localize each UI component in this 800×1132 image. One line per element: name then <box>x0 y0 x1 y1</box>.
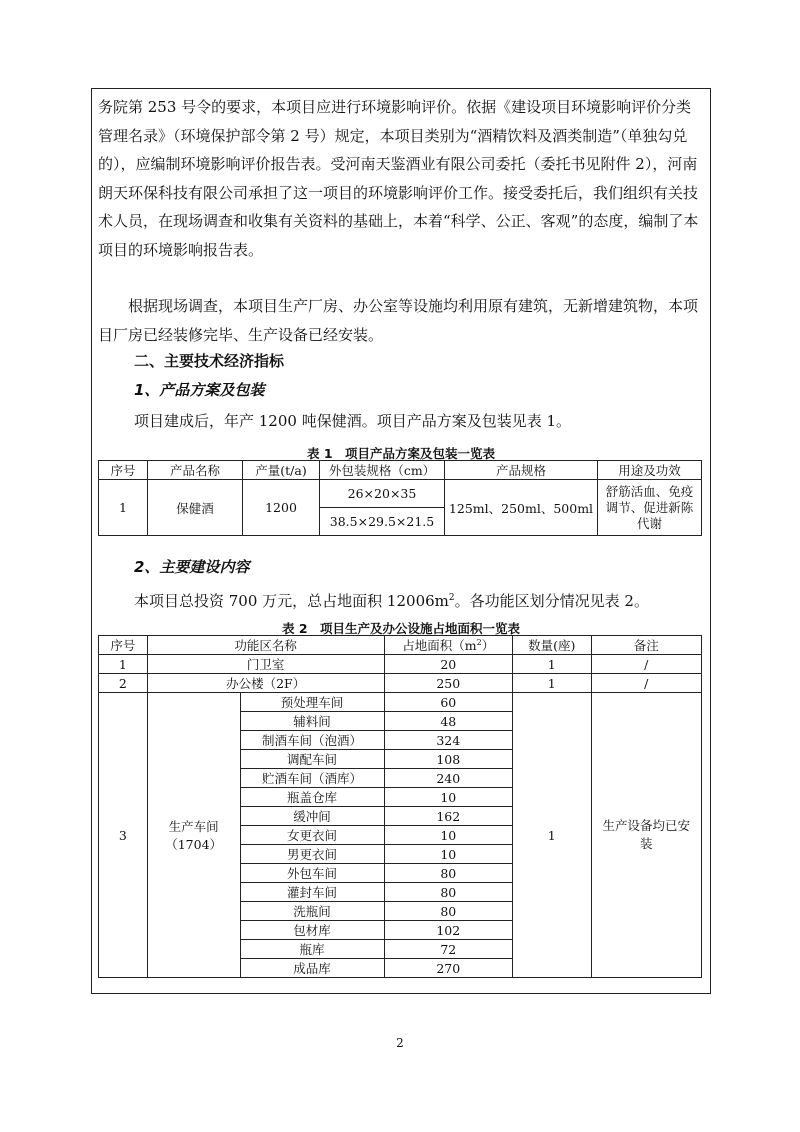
sub2-heading: 2、主要建设内容 <box>134 558 250 576</box>
cell-sub-name: 瓶盖仓库 <box>240 788 384 807</box>
table-header-row <box>99 461 702 480</box>
cell-count: 1 <box>512 674 591 693</box>
cell-sub-name: 调配车间 <box>240 750 384 769</box>
page-number: 2 <box>396 1036 404 1050</box>
cell-sub-name: 辅料间 <box>240 712 384 731</box>
cell-area: 60 <box>384 693 512 712</box>
cell-sub-name: 外包车间 <box>240 864 384 883</box>
cell-sub-name: 贮酒车间（酒库） <box>240 769 384 788</box>
cell-product-spec: 125ml、250ml、500ml <box>445 480 598 536</box>
cell-note: 生产设备均已安装 <box>591 693 701 978</box>
table-row <box>99 693 702 712</box>
col-header <box>384 636 512 655</box>
cell-area: 102 <box>384 921 512 940</box>
cell-sub-name: 洗瓶间 <box>240 902 384 921</box>
cell-area: 240 <box>384 769 512 788</box>
area-header-sup: 2 <box>476 637 482 647</box>
cell-area: 72 <box>384 940 512 959</box>
cell-area: 324 <box>384 731 512 750</box>
table-header-row <box>99 636 702 655</box>
cell-no: 1 <box>99 655 148 674</box>
cell-area: 10 <box>384 826 512 845</box>
table-row <box>99 674 702 693</box>
col-header: 用途及功效 <box>598 461 702 480</box>
col-header: 序号 <box>99 461 148 480</box>
cell-area: 10 <box>384 788 512 807</box>
cell-sub-name: 成品库 <box>240 959 384 978</box>
cell-no: 1 <box>99 480 148 536</box>
cell-note: / <box>591 674 701 693</box>
table2-caption: 表 2 项目生产及办公设施占地面积一览表 <box>281 621 521 636</box>
col-header: 数量(座) <box>512 636 591 655</box>
col-header: 备注 <box>591 636 701 655</box>
sub1-heading: 1、产品方案及包装 <box>134 381 265 399</box>
cell-area: 80 <box>384 902 512 921</box>
cell-output: 1200 <box>243 480 320 536</box>
table1-caption: 表 1 项目产品方案及包装一览表 <box>306 446 496 461</box>
sub2-sup: 2 <box>448 593 455 603</box>
sub2-text <box>134 584 694 616</box>
group-name-line2: （1704） <box>165 837 223 852</box>
area-header-post: ） <box>481 638 495 653</box>
group-name-line1: 生产车间 <box>168 819 219 834</box>
col-header: 产品规格 <box>445 461 598 480</box>
col-header: 产品名称 <box>148 461 243 480</box>
col-header: 序号 <box>99 636 148 655</box>
cell-area: 250 <box>384 674 512 693</box>
cell-area: 48 <box>384 712 512 731</box>
cell-area: 10 <box>384 845 512 864</box>
section2-heading: 二、主要技术经济指标 <box>134 352 285 370</box>
cell-group-name <box>147 693 240 978</box>
col-header: 外包装规格（cm） <box>320 461 445 480</box>
cell-count: 1 <box>512 655 591 674</box>
table-row <box>99 480 702 508</box>
col-header: 产量(t/a) <box>243 461 320 480</box>
cell-func-name: 门卫室 <box>147 655 384 674</box>
cell-area: 20 <box>384 655 512 674</box>
intro-paragraph: 务院第 253 号令的要求，本项目应进行环境影响评价。依据《建设项目环境影响评价分类管理名录》（环境保护部令第 2 号）规定，本项目类别为“酒精饮料及酒类制造”（单独勾兑的），应编制环境影响评价报告表。受河南天鉴酒业有限公司委托（委托书见附件 2），河南朗天环保科技有限公司承担了这一项目的环境影响评价工作。接受委托后，我们组织有关技术人员，在现场调查和收集有关资料的基础上，本着“科学、公正、客观”的态度，编制了本项目的环境影响报告表。 <box>98 98 699 259</box>
cell-sub-name: 制酒车间（泡酒） <box>240 731 384 750</box>
cell-area: 80 <box>384 883 512 902</box>
cell-area: 80 <box>384 864 512 883</box>
cell-sub-name: 预处理车间 <box>240 693 384 712</box>
product-table <box>98 460 702 536</box>
cell-sub-name: 包材库 <box>240 921 384 940</box>
cell-area: 162 <box>384 807 512 826</box>
cell-sub-name: 瓶库 <box>240 940 384 959</box>
cell-area: 108 <box>384 750 512 769</box>
cell-sub-name: 男更衣间 <box>240 845 384 864</box>
col-header: 功能区名称 <box>147 636 384 655</box>
table-row <box>99 655 702 674</box>
site-paragraph: 根据现场调查，本项目生产厂房、办公室等设施均利用原有建筑，无新增建筑物，本项目厂房已经装修完毕、生产设备已经安装。 <box>98 297 699 344</box>
cell-area: 270 <box>384 959 512 978</box>
cell-pack-spec-1: 26×20×35 <box>320 480 445 508</box>
cell-sub-name: 灌封车间 <box>240 883 384 902</box>
cell-sub-name: 女更衣间 <box>240 826 384 845</box>
sub2-text-after: 。各功能区划分情况见表 2。 <box>454 592 649 610</box>
cell-func-name: 办公楼（2F） <box>147 674 384 693</box>
cell-note: / <box>591 655 701 674</box>
cell-pack-spec-2: 38.5×29.5×21.5 <box>320 508 445 536</box>
cell-product-name: 保健酒 <box>148 480 243 536</box>
cell-no: 3 <box>99 693 148 978</box>
area-header-pre: 占地面积（m <box>402 638 477 653</box>
cell-no: 2 <box>99 674 148 693</box>
cell-count: 1 <box>512 693 591 978</box>
area-table <box>98 635 702 978</box>
sub1-text: 项目建成后，年产 1200 吨保健酒。项目产品方案及包装见表 1。 <box>134 412 572 430</box>
cell-use: 舒筋活血、免疫调节、促进新陈代谢 <box>598 480 702 536</box>
cell-sub-name: 缓冲间 <box>240 807 384 826</box>
sub2-text-before: 本项目总投资 700 万元，总占地面积 12006m <box>134 592 449 610</box>
